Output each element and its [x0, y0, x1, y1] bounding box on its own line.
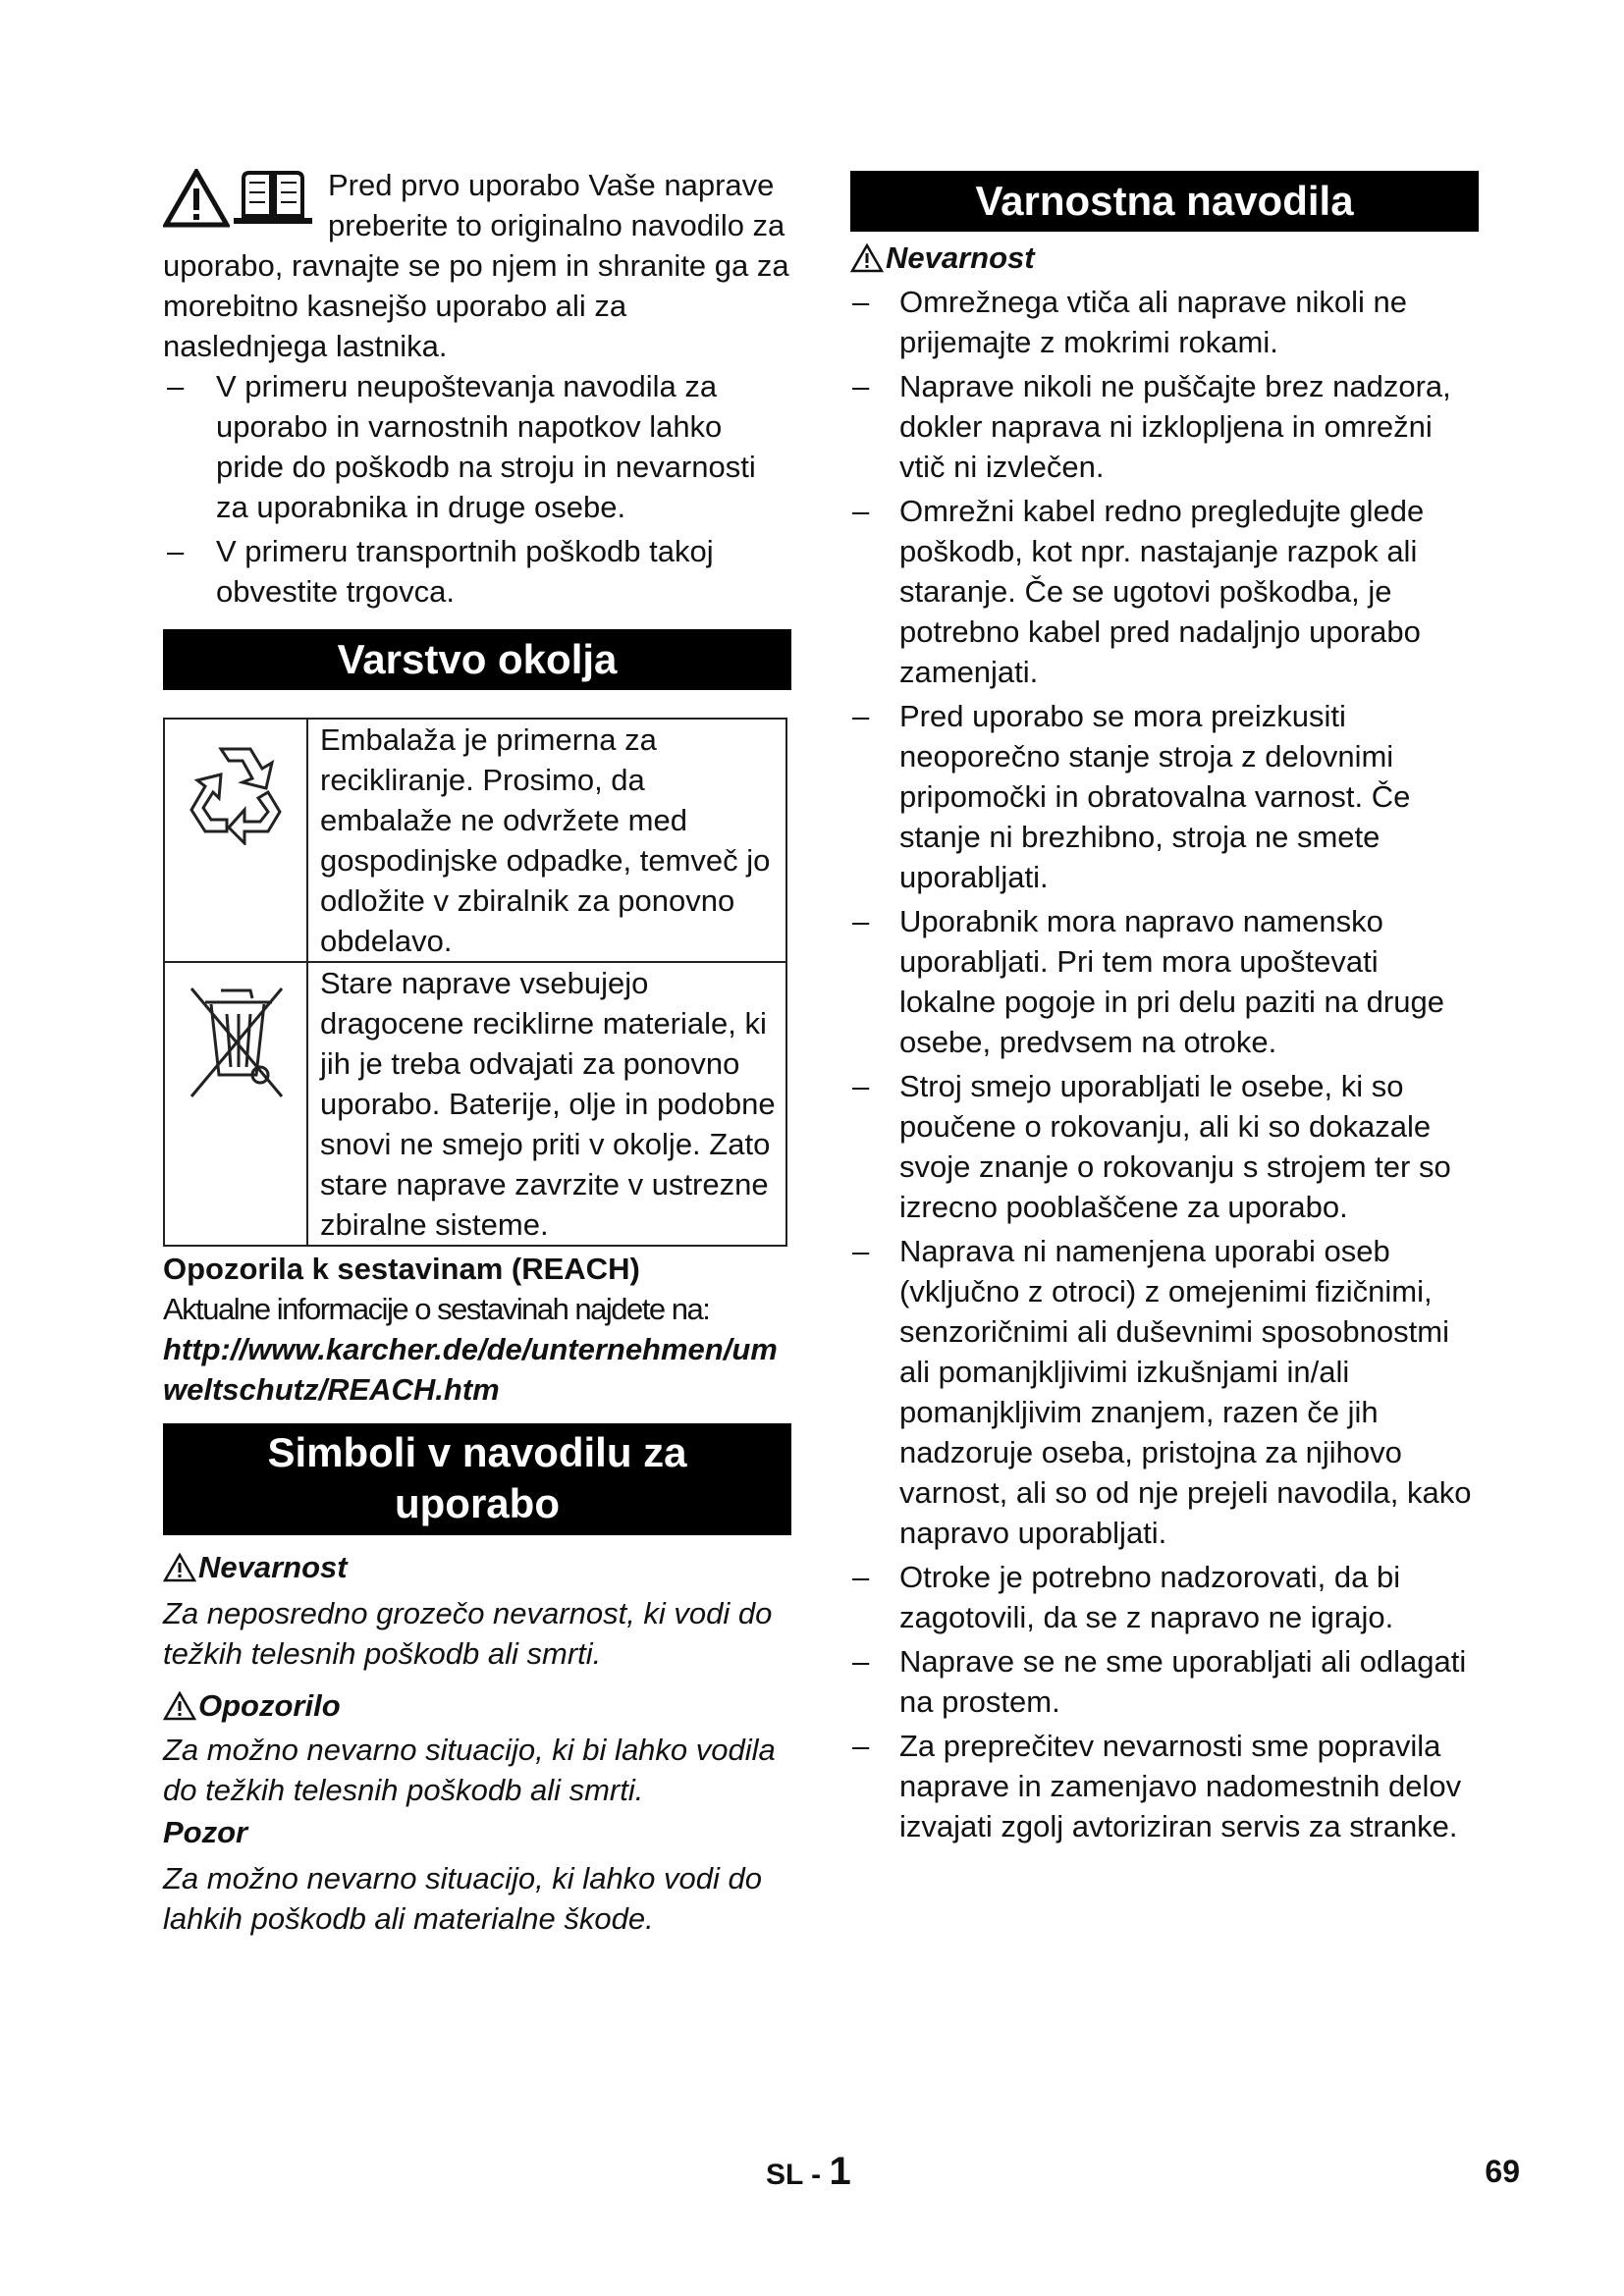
warning-triangle-icon — [163, 169, 230, 228]
danger-label: Nevarnost — [886, 240, 1035, 275]
footer-section-number: 1 — [829, 2150, 851, 2193]
symbol-title: Opozorilo — [198, 1688, 341, 1723]
list-item: – Za preprečitev nevarnosti sme popravila naprave in zamenjavo nadomestnih delov izvajati zgolj avtoriziran servis za stranke. — [850, 1726, 1479, 1846]
dash: – — [852, 1729, 870, 1763]
reach-title: Opozorila k sestavinam (REACH) — [163, 1252, 640, 1286]
dash: – — [167, 534, 185, 568]
warning-triangle-icon — [163, 1691, 196, 1721]
page-number: 69 — [1485, 2154, 1520, 2189]
safety-list — [850, 282, 1479, 1846]
list-item: – Uporabnik mora napravo namensko uporabljati. Pri tem mora upoštevati lokalne pogoje in pri delu paziti na druge osebe, predvsem na otroke. — [850, 901, 1479, 1062]
intro-text: Pred prvo uporabo Vaše naprave preberite to originalno navodilo za uporabo, ravnajte se po njem in shranite ga za morebitno kasnejšo uporabo ali za naslednjega lastnika. — [163, 168, 789, 363]
dash: – — [852, 1234, 870, 1268]
crossed-bin-icon — [182, 981, 290, 1108]
dash: – — [852, 285, 870, 319]
dash: – — [852, 699, 870, 733]
list-item: – Stroj smejo uporabljati le osebe, ki so poučene o rokovanju, ali ki so dokazale svoje znanje o rokovanju s strojem ter so izrecno pooblaščene za uporabo. — [850, 1066, 1479, 1227]
dash: – — [852, 494, 870, 528]
symbol-text: Za neposredno grozečo nevarnost, ki vodi do težkih telesnih poškodb ali smrti. — [163, 1596, 773, 1671]
recycling-text: Embalaža je primerna za recikliranje. Prosimo, da embalaže ne odvržete med gospodinjske odpadke, temveč jo odložite v zbiralnik za ponovno obdelavo. — [307, 719, 786, 962]
dash: – — [852, 1069, 870, 1103]
list-item: – Omrežnega vtiča ali naprave nikoli ne prijemajte z mokrimi rokami. — [850, 282, 1479, 362]
symbol-head — [163, 1547, 791, 1587]
reach-text: Aktualne informacije o sestavinah najdete na: — [163, 1292, 710, 1326]
recycling-icon — [182, 737, 290, 845]
dash: – — [852, 369, 870, 403]
disposal-cell — [164, 962, 307, 1246]
intro-list — [163, 366, 791, 612]
list-item: – V primeru transportnih poškodb takoj obvestite trgovca. — [163, 531, 791, 612]
environment-table — [163, 718, 787, 1247]
symbol-warning — [163, 1685, 791, 1810]
reach-link[interactable]: http://www.karcher.de/de/unternehmen/umweltschutz/REACH.htm — [163, 1332, 778, 1407]
recycling-cell — [164, 719, 307, 962]
symbol-caution — [163, 1812, 791, 1939]
footer-lang: SL — [766, 2159, 803, 2191]
symbol-danger — [163, 1547, 791, 1674]
left-column — [163, 165, 791, 1939]
section-heading-safety: Varnostna navodila — [850, 171, 1479, 232]
list-item: – Naprava ni namenjena uporabi oseb (vključno z otroci) z omejenimi fizičnimi, senzoričnimi ali duševnimi sposobnostmi ali pomanjkljivimi izkušnjami in/ali pomanjkljivim znanjem, razen če jih nadzoruje oseba, pristojna za njihovo varnost, ali so od nje prejeli navodila, kako napravo uporabljati. — [850, 1231, 1479, 1553]
list-item: – Otroke je potrebno nadzorovati, da bi zagotovili, da se z napravo ne igrajo. — [850, 1557, 1479, 1637]
warning-triangle-icon — [850, 243, 884, 273]
list-item: – Omrežni kabel redno pregledujte glede poškodb, kot npr. nastajanje razpok ali staranje. Če se ugotovi poškodba, je potrebno kabel pred nadaljnjo uporabo zamenjati. — [850, 491, 1479, 692]
table-row — [164, 962, 786, 1246]
warning-triangle-icon — [163, 1553, 196, 1582]
symbol-head — [163, 1685, 791, 1726]
dash: – — [852, 1644, 870, 1679]
symbol-text: Za možno nevarno situacijo, ki bi lahko vodila do težkih telesnih poškodb ali smrti. — [163, 1733, 776, 1807]
footer-separator: - — [811, 2159, 822, 2191]
intro-block — [163, 165, 791, 612]
dash: – — [167, 369, 185, 403]
list-item: – Pred uporabo se mora preizkusiti neoporečno stanje stroja z delovnimi pripomočki in obratovalna varnost. Če stanje ni brezhibno, stroja ne smete uporabljati. — [850, 696, 1479, 897]
symbol-head — [163, 1812, 791, 1852]
symbol-title: Nevarnost — [198, 1550, 348, 1584]
symbol-text: Za možno nevarno situacijo, ki lahko vodi do lahkih poškodb ali materialne škode. — [163, 1861, 762, 1936]
list-item: – Naprave se ne sme uporabljati ali odlagati na prostem. — [850, 1641, 1479, 1722]
danger-head — [850, 238, 1479, 278]
list-item: – Naprave nikoli ne puščajte brez nadzora, dokler naprava ni izklopljena in omrežni vtič ni izvlečen. — [850, 366, 1479, 487]
right-column — [850, 171, 1479, 1850]
section-heading-symbols: Simboli v navodilu za uporabo — [163, 1423, 791, 1535]
intro-icons — [163, 165, 316, 234]
footer-section-code — [766, 2150, 851, 2194]
table-row — [164, 719, 786, 962]
disposal-text: Stare naprave vsebujejo dragocene reciklirne materiale, ki jih je treba odvajati za ponovno uporabo. Baterije, olje in podobne snovi ne smejo priti v okolje. Zato stare naprave zavrzite v ustrezne zbiralne sisteme. — [307, 962, 786, 1246]
section-heading-environment: Varstvo okolja — [163, 629, 791, 690]
book-icon — [232, 169, 314, 228]
dash: – — [852, 904, 870, 938]
dash: – — [852, 1560, 870, 1594]
symbol-title: Pozor — [163, 1815, 248, 1849]
list-item: – V primeru neupoštevanja navodila za uporabo in varnostnih napotkov lahko pride do poškodb na stroju in nevarnosti za uporabnika in druge osebe. — [163, 366, 791, 527]
